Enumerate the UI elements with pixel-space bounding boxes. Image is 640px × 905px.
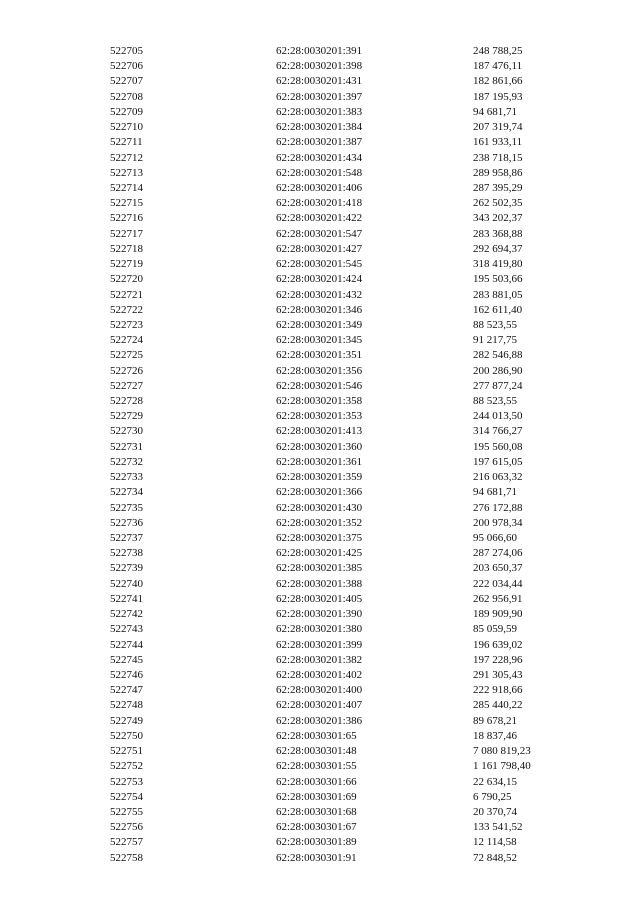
row-number: 522705 xyxy=(110,45,143,57)
cadastral-value: 182 861,66 xyxy=(473,75,523,88)
cadastral-number: 62:28:0030201:418 xyxy=(276,197,363,210)
cadastral-value: 189 909,90 xyxy=(473,608,523,621)
cadastral-number: 62:28:0030201:386 xyxy=(276,714,363,727)
cadastral-number: 62:28:0030201:345 xyxy=(276,334,363,347)
row-number: 522708 xyxy=(110,90,143,103)
cadastral-number: 62:28:0030201:397 xyxy=(276,90,363,103)
cadastral-value: 20 370,74 xyxy=(473,805,517,818)
cadastral-value: 22 634,15 xyxy=(473,775,517,788)
row-number: 522726 xyxy=(110,364,143,377)
row-number: 522743 xyxy=(110,623,143,636)
cadastral-number: 62:28:0030201:356 xyxy=(276,364,363,377)
cadastral-number: 62:28:0030201:422 xyxy=(276,212,363,225)
cadastral-number: 62:28:0030201:387 xyxy=(276,136,363,149)
row-number: 522725 xyxy=(110,349,143,362)
cadastral-value: 12 114,58 xyxy=(473,836,517,849)
row-number: 522737 xyxy=(110,532,143,544)
cadastral-number: 62:28:0030201:360 xyxy=(276,440,363,453)
row-number: 522747 xyxy=(110,684,143,697)
cadastral-value: 238 718,15 xyxy=(473,151,523,164)
cadastral-number: 62:28:0030201:383 xyxy=(276,105,363,118)
row-number: 522712 xyxy=(110,151,143,164)
row-number: 522754 xyxy=(110,790,143,803)
row-number: 522755 xyxy=(110,805,143,818)
cadastral-value: 287 274,06 xyxy=(473,547,523,560)
row-number: 522730 xyxy=(110,425,143,438)
cadastral-value: 7 080 819,23 xyxy=(473,745,531,758)
cadastral-number: 62:28:0030201:430 xyxy=(276,501,363,514)
cadastral-value: 200 978,34 xyxy=(473,516,523,529)
cadastral-number: 62:28:0030201:358 xyxy=(276,395,363,408)
cadastral-number: 62:28:0030301:55 xyxy=(276,760,357,773)
cadastral-value: 248 788,25 xyxy=(473,45,523,57)
row-number: 522733 xyxy=(110,471,143,484)
cadastral-value: 94 681,71 xyxy=(473,486,517,499)
row-number: 522719 xyxy=(110,258,143,271)
cadastral-number: 62:28:0030201:366 xyxy=(276,486,363,499)
cadastral-number: 62:28:0030201:402 xyxy=(276,668,363,681)
row-number: 522722 xyxy=(110,303,143,316)
cadastral-number: 62:28:0030301:67 xyxy=(276,821,357,834)
cadastral-value: 277 877,24 xyxy=(473,379,523,392)
row-number: 522744 xyxy=(110,638,143,651)
cadastral-value: 18 837,46 xyxy=(473,729,517,742)
cadastral-number: 62:28:0030201:382 xyxy=(276,653,363,666)
cadastral-number: 62:28:0030201:391 xyxy=(276,45,363,57)
cadastral-number: 62:28:0030201:399 xyxy=(276,638,363,651)
row-number: 522741 xyxy=(110,592,143,605)
cadastral-value: 200 286,90 xyxy=(473,364,523,377)
cadastral-number: 62:28:0030201:351 xyxy=(276,349,363,362)
row-number: 522721 xyxy=(110,288,143,301)
row-number: 522735 xyxy=(110,501,143,514)
cadastral-number: 62:28:0030201:407 xyxy=(276,699,363,712)
row-number: 522727 xyxy=(110,379,143,392)
row-number: 522746 xyxy=(110,668,143,681)
row-number: 522711 xyxy=(110,136,143,149)
row-number: 522751 xyxy=(110,745,143,758)
row-number: 522740 xyxy=(110,577,143,590)
cadastral-number: 62:28:0030301:66 xyxy=(276,775,357,788)
row-number: 522720 xyxy=(110,273,143,286)
row-number: 522752 xyxy=(110,760,143,773)
cadastral-number: 62:28:0030201:361 xyxy=(276,455,363,468)
cadastral-value: 292 694,37 xyxy=(473,242,523,255)
cadastral-number: 62:28:0030201:413 xyxy=(276,425,363,438)
cadastral-value: 343 202,37 xyxy=(473,212,523,225)
cadastral-value: 89 678,21 xyxy=(473,714,517,727)
cadastral-number: 62:28:0030201:406 xyxy=(276,181,363,194)
cadastral-number: 62:28:0030201:400 xyxy=(276,684,363,697)
cadastral-number: 62:28:0030201:384 xyxy=(276,121,363,134)
cadastral-value: 196 639,02 xyxy=(473,638,523,651)
row-number: 522714 xyxy=(110,181,143,194)
row-number: 522756 xyxy=(110,821,143,834)
row-number: 522734 xyxy=(110,486,143,499)
cadastral-number: 62:28:0030301:89 xyxy=(276,836,357,849)
row-number: 522753 xyxy=(110,775,143,788)
cadastral-value: 88 523,55 xyxy=(473,395,517,408)
row-number: 522707 xyxy=(110,75,143,88)
cadastral-value: 291 305,43 xyxy=(473,668,523,681)
row-number: 522738 xyxy=(110,547,143,560)
cadastral-value: 133 541,52 xyxy=(473,821,523,834)
cadastral-value: 222 918,66 xyxy=(473,684,523,697)
cadastral-number: 62:28:0030201:424 xyxy=(276,273,363,286)
cadastral-value: 289 958,86 xyxy=(473,166,523,179)
cadastral-value: 262 956,91 xyxy=(473,592,523,605)
row-number: 522757 xyxy=(110,836,143,849)
cadastral-number: 62:28:0030201:398 xyxy=(276,60,363,73)
row-number: 522724 xyxy=(110,334,143,347)
cadastral-value: 6 790,25 xyxy=(473,790,512,803)
cadastral-number: 62:28:0030201:390 xyxy=(276,608,363,621)
row-number: 522716 xyxy=(110,212,143,225)
row-number: 522736 xyxy=(110,516,143,529)
cadastral-number: 62:28:0030201:359 xyxy=(276,471,363,484)
row-number: 522739 xyxy=(110,562,143,575)
cadastral-value: 161 933,11 xyxy=(473,136,523,149)
cadastral-value: 94 681,71 xyxy=(473,105,517,118)
cadastral-value: 276 172,88 xyxy=(473,501,523,514)
cadastral-value: 283 368,88 xyxy=(473,227,523,240)
cadastral-value: 88 523,55 xyxy=(473,318,517,331)
cadastral-number: 62:28:0030201:427 xyxy=(276,242,363,255)
cadastral-number: 62:28:0030201:431 xyxy=(276,75,363,88)
cadastral-number: 62:28:0030201:425 xyxy=(276,547,363,560)
row-number: 522715 xyxy=(110,197,143,210)
cadastral-value: 318 419,80 xyxy=(473,258,523,271)
cadastral-value: 262 502,35 xyxy=(473,197,523,210)
cadastral-value: 282 546,88 xyxy=(473,349,523,362)
cadastral-value: 187 476,11 xyxy=(473,60,523,73)
row-number: 522717 xyxy=(110,227,143,240)
row-number: 522749 xyxy=(110,714,143,727)
row-number: 522742 xyxy=(110,608,143,621)
cadastral-number: 62:28:0030201:432 xyxy=(276,288,363,301)
cadastral-number: 62:28:0030201:385 xyxy=(276,562,363,575)
cadastral-number: 62:28:0030301:68 xyxy=(276,805,357,818)
row-number: 522745 xyxy=(110,653,143,666)
row-number: 522748 xyxy=(110,699,143,712)
cadastral-number: 62:28:0030301:69 xyxy=(276,790,357,803)
cadastral-value: 85 059,59 xyxy=(473,623,517,636)
cadastral-number: 62:28:0030201:546 xyxy=(276,379,363,392)
cadastral-number: 62:28:0030201:380 xyxy=(276,623,363,636)
row-number: 522723 xyxy=(110,318,143,331)
cadastral-value: 287 395,29 xyxy=(473,181,523,194)
cadastral-number: 62:28:0030201:388 xyxy=(276,577,363,590)
cadastral-value: 1 161 798,40 xyxy=(473,760,531,773)
row-number: 522706 xyxy=(110,60,143,73)
row-number: 522710 xyxy=(110,121,143,134)
row-number: 522709 xyxy=(110,105,143,118)
cadastral-number: 62:28:0030201:346 xyxy=(276,303,363,316)
cadastral-value: 285 440,22 xyxy=(473,699,523,712)
cadastral-value: 197 615,05 xyxy=(473,455,523,468)
cadastral-number: 62:28:0030301:48 xyxy=(276,745,357,758)
cadastral-value: 197 228,96 xyxy=(473,653,523,666)
cadastral-number: 62:28:0030201:548 xyxy=(276,166,363,179)
cadastral-value: 216 063,32 xyxy=(473,471,523,484)
cadastral-value: 283 881,05 xyxy=(473,288,523,301)
cadastral-number: 62:28:0030201:352 xyxy=(276,516,363,529)
cadastral-number: 62:28:0030201:547 xyxy=(276,227,363,240)
cadastral-number: 62:28:0030201:434 xyxy=(276,151,363,164)
cadastral-value: 207 319,74 xyxy=(473,121,523,134)
cadastral-number: 62:28:0030201:405 xyxy=(276,592,363,605)
cadastral-value: 195 503,66 xyxy=(473,273,523,286)
row-number: 522732 xyxy=(110,455,143,468)
cadastral-value: 203 650,37 xyxy=(473,562,523,575)
row-number: 522718 xyxy=(110,242,143,255)
cadastral-number: 62:28:0030201:375 xyxy=(276,532,363,544)
cadastral-value: 195 560,08 xyxy=(473,440,523,453)
row-number: 522731 xyxy=(110,440,143,453)
row-number: 522729 xyxy=(110,410,143,423)
cadastral-number: 62:28:0030201:349 xyxy=(276,318,363,331)
cadastral-value: 91 217,75 xyxy=(473,334,517,347)
cadastral-value: 314 766,27 xyxy=(473,425,523,438)
cadastral-number: 62:28:0030201:353 xyxy=(276,410,363,423)
cadastral-value: 72 848,52 xyxy=(473,851,517,864)
row-number: 522758 xyxy=(110,851,143,864)
row-number: 522750 xyxy=(110,729,143,742)
cadastral-number: 62:28:0030301:91 xyxy=(276,851,357,864)
cadastral-value: 244 013,50 xyxy=(473,410,523,423)
cadastral-value: 222 034,44 xyxy=(473,577,523,590)
cadastral-number: 62:28:0030301:65 xyxy=(276,729,357,742)
cadastral-value: 162 611,40 xyxy=(473,303,523,316)
cadastral-value: 95 066,60 xyxy=(473,532,517,544)
row-number: 522728 xyxy=(110,395,143,408)
row-number: 522713 xyxy=(110,166,143,179)
cadastral-value: 187 195,93 xyxy=(473,90,523,103)
cadastral-number: 62:28:0030201:545 xyxy=(276,258,363,271)
